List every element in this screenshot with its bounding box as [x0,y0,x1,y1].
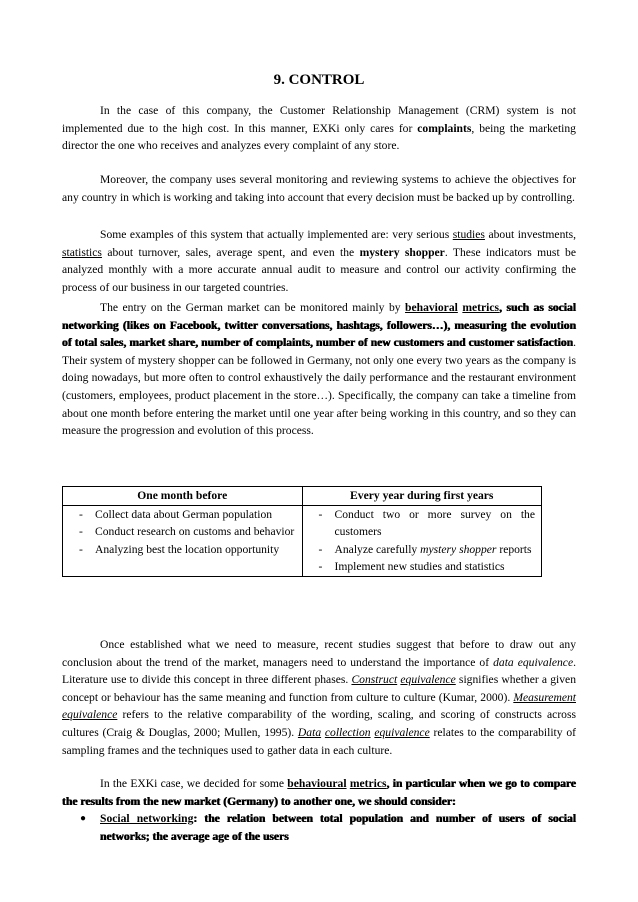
paragraph-german-market: The entry on the German market can be monitored mainly by behavioral metrics, such as social networking (likes on Facebook, twitter conversations, hashtags, followers…), measuring the evolution of total sales, market share, number of complaints, number of new customers and customer satisfaction. Their system of mystery shopper can be followed in Germany, not only one every two years as the company is doing nowadays, but more often to control exhaustively the daily performance and the restaurant environment (customers, employees, product placement in the store…). Specifically, the company can take a timeline from about one month before entering the market until one year after being working in this country, and so they can measure the progression and evolution of this process. [62,301,576,438]
table-cell [63,505,303,576]
paragraph-crm: In the case of this company, the Customer Relationship Management (CRM) system is not implemented due to the high cost. In this manner, EXKi only cares for complaints, being the marketing director the one who receives and analyzes every complaint of any store. [62,104,576,153]
table-cell [302,505,542,576]
list-item: - Collect data about German population [69,506,296,524]
section-title: 9. CONTROL [273,72,365,88]
paragraph-examples: Some examples of this system that actually implemented are: very serious studies about investments, statistics about turnover, sales, average spent, and even the mystery shopper. These indicators must be analyzed monthly with a more accurate annual audit to measure and control our activity confirming the process of our business in our targeted countries. [62,228,576,294]
paragraph-monitoring: Moreover, the company uses several monitoring and reviewing systems to achieve the objectives for any country in which is working and taking into account that every decision must be backed up by controlling. [62,173,576,204]
list-item: - Analyzing best the location opportunity [69,541,296,559]
list-item: - Analyze carefully mystery shopper reports [309,541,536,559]
paragraph-exki-metrics: In the EXKi case, we decided for some behavioural metrics, in particular when we go to compare the results from the new market (Germany) to another one, we should consider: [62,777,576,808]
table-header: Every year during first years [302,487,542,506]
list-item: - Conduct two or more survey on the customers [309,506,536,541]
table-header: One month before [63,487,303,506]
metrics-bullet-list [62,810,576,845]
timeline-table [62,486,542,577]
list-item: ● Social networking: the relation between total population and number of users of social networks; the average age of the users [62,810,576,845]
list-item: - Conduct research on customs and behavior [69,523,296,541]
paragraph-data-equivalence: Once established what we need to measure, recent studies suggest that before to draw out any conclusion about the trend of the market, managers need to understand the importance of data equivalence. Literature use to divide this concept in three different phases. Construct equivalence signifies whether a given concept or behaviour has the same meaning and function from culture to culture (Kumar, 2000). Measurement equivalence refers to the relative comparability of the wording, scaling, and scoring of constructs across cultures (Craig & Douglas, 2000; Mullen, 1995). Data collection equivalence relates to the comparability of sampling frames and the techniques used to gather data in each culture. [62,638,576,757]
list-item: - Implement new studies and statistics [309,558,536,576]
